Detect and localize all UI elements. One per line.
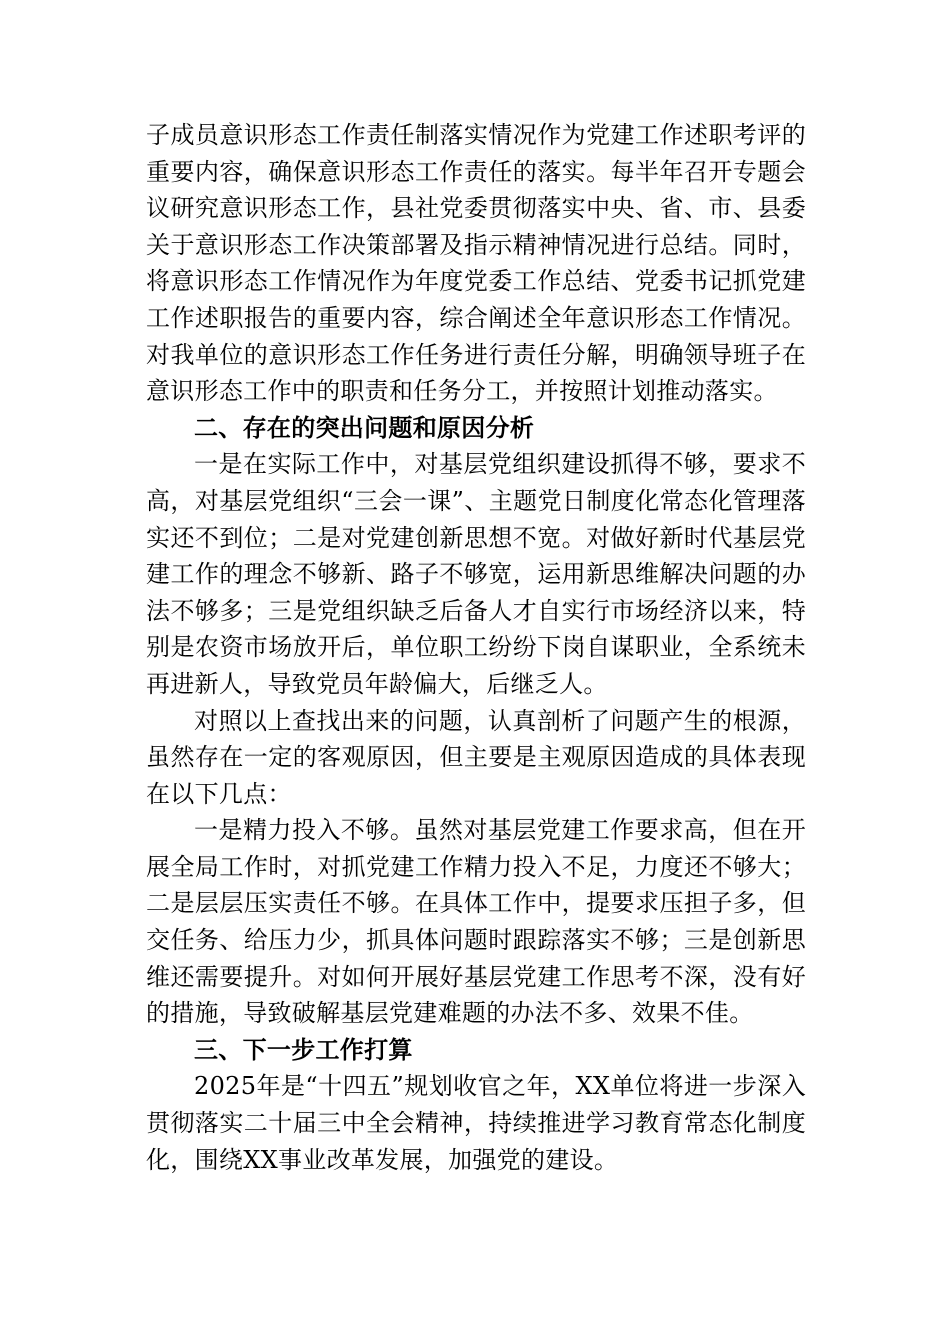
- section-heading-problems: 二、存在的突出问题和原因分析: [194, 413, 535, 442]
- body-paragraph: 对照以上查找出来的问题，认真剖析了问题产生的根源，虽然存在一定的客观原因，但主要是主观原因造成的具体表现在以下几点：: [146, 706, 806, 808]
- body-paragraph: 子成员意识形态工作责任制落实情况作为党建工作述职考评的重要内容，确保意识形态工作责任的落实。每半年召开专题会议研究意识形态工作，县社党委贯彻落实中央、省、市、县委关于意识形态工作决策部署及指示精神情况进行总结。同时，将意识形态工作情况作为年度党委工作总结、党委书记抓党建工作述职报告的重要内容，综合阐述全年意识形态工作情况。对我单位的意识形态工作任务进行责任分解，明确领导班子在意识形态工作中的职责和任务分工，并按照计划推动落实。: [146, 121, 806, 406]
- document-page: [146, 117, 806, 1178]
- body-paragraph: 一是在实际工作中，对基层党组织建设抓得不够，要求不高，对基层党组织“三会一课”、主题党日制度化常态化管理落实还不到位；二是对党建创新思想不宽。对做好新时代基层党建工作的理念不够新、路子不够宽，运用新思维解决问题的办法不够多；三是党组织缺乏后备人才自实行市场经济以来，特别是农资市场放开后，单位职工纷纷下岗自谋职业，全系统未再进新人，导致党员年龄偏大，后继乏人。: [146, 450, 806, 698]
- section-heading-next-steps: 三、下一步工作打算: [194, 1035, 413, 1064]
- body-paragraph: 2025年是“十四五”规划收官之年，XX单位将进一步深入贯彻落实二十届三中全会精神，持续推进学习教育常态化制度化，围绕XX事业改革发展，加强党的建设。: [146, 1072, 806, 1174]
- body-paragraph: 一是精力投入不够。虽然对基层党建工作要求高，但在开展全局工作时，对抓党建工作精力投入不足，力度还不够大；二是层层压实责任不够。在具体工作中，提要求压担子多，但交任务、给压力少，抓具体问题时跟踪落实不够；三是创新思维还需要提升。对如何开展好基层党建工作思考不深，没有好的措施，导致破解基层党建难题的办法不多、效果不佳。: [146, 816, 806, 1028]
